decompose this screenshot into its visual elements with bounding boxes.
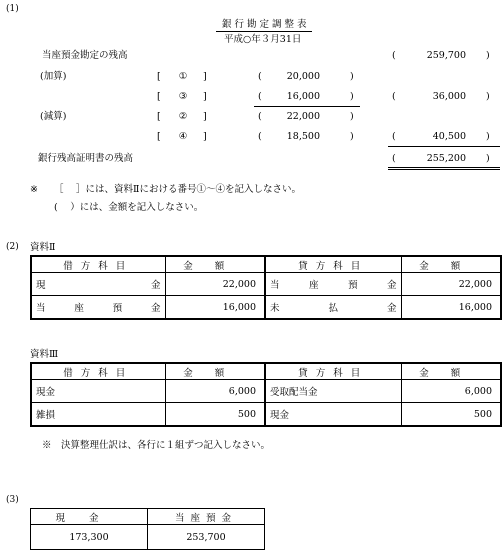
table-header-row — [31, 363, 501, 380]
debit-amount: 6,000 — [165, 380, 265, 403]
paren-open: ( — [392, 91, 396, 102]
end-balance-total: 255,200 — [426, 153, 466, 164]
credit-account: 未 払 金 — [265, 296, 401, 320]
paren-open: ( — [392, 153, 396, 164]
bracket-close: ] — [203, 71, 207, 82]
header-cash: 現金 — [31, 509, 148, 525]
cash-value: 173,300 — [31, 525, 148, 550]
debit-amount: 500 — [165, 403, 265, 427]
paren-close: ) — [486, 131, 490, 142]
table-header-row — [31, 509, 265, 525]
material-2-table — [30, 255, 502, 320]
credit-amount: 500 — [401, 403, 501, 427]
sub-total: 40,500 — [432, 131, 466, 142]
sub2-amount: 18,500 — [286, 131, 320, 142]
credit-amount: 16,000 — [401, 296, 501, 320]
table-row — [31, 296, 501, 320]
bracket-open: [ — [157, 91, 161, 102]
journal-note: ※ 決算整理仕訳は、各行に１組ずつ記入しなさい。 — [42, 440, 271, 451]
bracket-open: [ — [157, 71, 161, 82]
sub1-ref: ② — [178, 111, 188, 122]
header-debit-amount: 金額 — [165, 256, 265, 273]
section-1-label: (1) — [6, 4, 19, 14]
paren-open: ( — [392, 50, 396, 61]
header-credit-account: 貸方科目 — [265, 363, 401, 380]
add-label: (加算) — [40, 71, 67, 82]
sub2-ref: ④ — [178, 131, 188, 142]
add2-amount: 16,000 — [286, 91, 320, 102]
add1-ref: ① — [178, 71, 188, 82]
start-balance-total: 259,700 — [426, 50, 466, 61]
paren-open: ( — [258, 91, 262, 102]
subtract-label: (減算) — [40, 111, 67, 122]
paren-close: ) — [350, 91, 354, 102]
credit-account: 当 座 預 金 — [265, 273, 401, 296]
checking-deposit-value: 253,700 — [148, 525, 265, 550]
debit-account: 雑損 — [31, 403, 165, 427]
header-checking-deposit: 当座預金 — [148, 509, 265, 525]
table-row — [31, 525, 265, 550]
header-credit-account: 貸方科目 — [265, 256, 401, 273]
paren-close: ) — [486, 153, 490, 164]
header-credit-amount: 金額 — [401, 256, 501, 273]
debit-account: 当 座 預 金 — [31, 296, 165, 320]
header-debit-account: 借方科目 — [31, 256, 165, 273]
add-subtotal-line — [254, 106, 360, 107]
paren-close: ) — [486, 50, 490, 61]
credit-account: 現金 — [265, 403, 401, 427]
paren-close: ) — [350, 111, 354, 122]
section-2-label: (2) — [6, 242, 19, 252]
table-row — [31, 273, 501, 296]
start-balance-label: 当座預金勘定の残高 — [42, 50, 128, 61]
balance-answer-table — [30, 508, 265, 550]
note-paren-instruction: ( ）には、金額を記入しなさい。 — [54, 202, 204, 213]
debit-amount: 16,000 — [165, 296, 265, 320]
credit-amount: 22,000 — [401, 273, 501, 296]
paren-open: ( — [258, 131, 262, 142]
sub-total-line — [388, 146, 500, 147]
bracket-close: ] — [203, 91, 207, 102]
add2-ref: ③ — [178, 91, 188, 102]
paren-open: ( — [258, 71, 262, 82]
reconciliation-date: 平成○年３月31日 — [224, 34, 302, 45]
material-3-table — [30, 362, 502, 427]
section-3-label: (3) — [6, 495, 19, 505]
double-line-bottom — [388, 169, 500, 170]
paren-close: ) — [486, 91, 490, 102]
material-2-caption: 資料Ⅱ — [30, 242, 56, 253]
bracket-open: [ — [157, 111, 161, 122]
paren-close: ) — [350, 131, 354, 142]
paren-open: ( — [392, 131, 396, 142]
title-underline — [216, 31, 312, 32]
table-row — [31, 403, 501, 427]
note-bracket-instruction: ［ ］には、資料Ⅱにおける番号①～④を記入しなさい。 — [54, 184, 301, 195]
sub1-amount: 22,000 — [286, 111, 320, 122]
end-balance-label: 銀行残高証明書の残高 — [38, 153, 134, 164]
double-line-top — [388, 167, 500, 168]
bracket-close: ] — [203, 131, 207, 142]
header-debit-account: 借方科目 — [31, 363, 165, 380]
credit-account: 受取配当金 — [265, 380, 401, 403]
header-credit-amount: 金額 — [401, 363, 501, 380]
table-row — [31, 380, 501, 403]
bracket-open: [ — [157, 131, 161, 142]
reconciliation-title: 銀行勘定調整表 — [222, 19, 310, 30]
add1-amount: 20,000 — [286, 71, 320, 82]
add-total: 36,000 — [432, 91, 466, 102]
note-mark: ※ — [30, 184, 38, 195]
bracket-close: ] — [203, 111, 207, 122]
credit-amount: 6,000 — [401, 380, 501, 403]
debit-account: 現 金 — [31, 273, 165, 296]
table-header-row — [31, 256, 501, 273]
paren-open: ( — [258, 111, 262, 122]
header-debit-amount: 金額 — [165, 363, 265, 380]
debit-account: 現金 — [31, 380, 165, 403]
material-3-caption: 資料Ⅲ — [30, 349, 59, 360]
debit-amount: 22,000 — [165, 273, 265, 296]
paren-close: ) — [350, 71, 354, 82]
